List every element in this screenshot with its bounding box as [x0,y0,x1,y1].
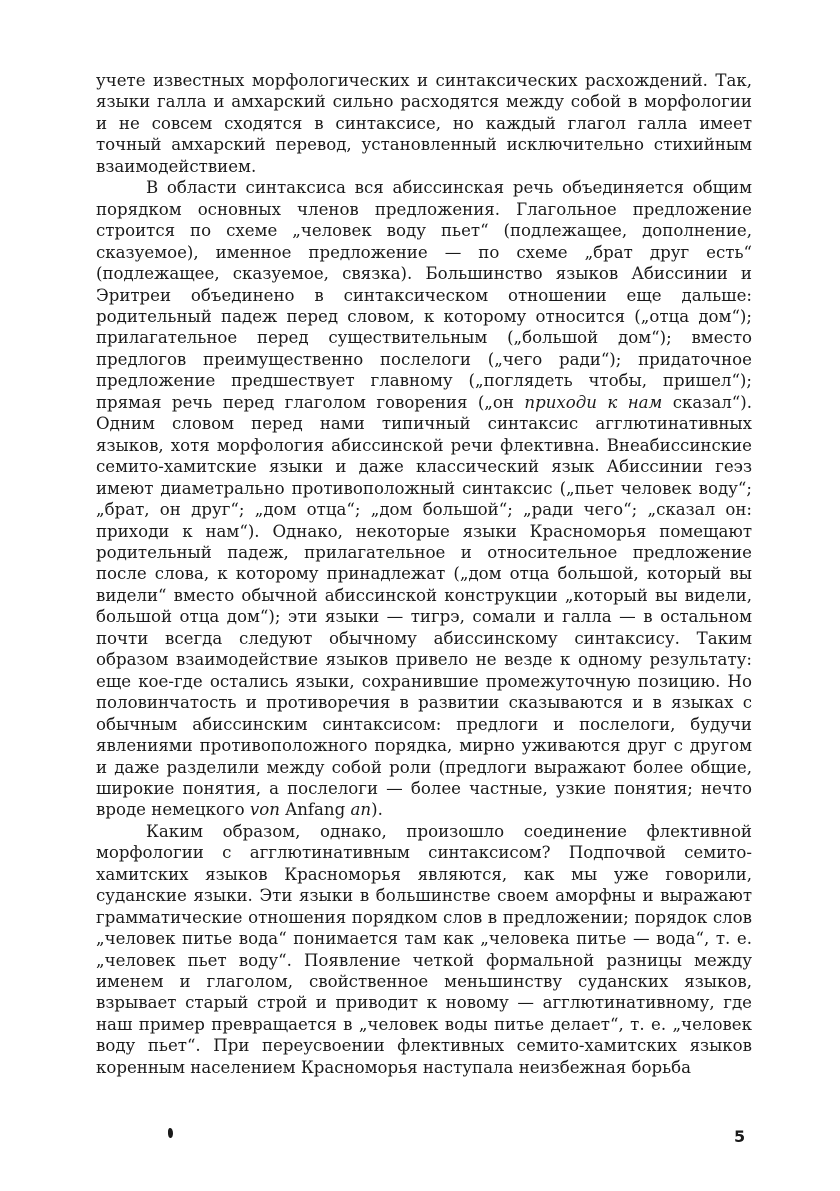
paragraph-2-text-a: В области синтаксиса вся абиссинская речь объединяется общим порядком основных членов предложения. Глагольное предложение строится по схеме „человек воду пьет“ (подлежащее, дополнение, сказуемое), именное предложение — по схеме „брат друг есть“ (подлежащее, сказуемое, связка). Большинство языков Абиссинии и Эритреи объединено в синтаксическом отношении еще дальше: родительный падеж перед словом, к которому относится („отца дом“); прилагательное перед существительным („большой дом“); вместо предлогов преимущественно послелоги („чего ради“); придаточное предложение предшествует главному („поглядеть чтобы, пришел“); прямая речь перед глаголом говорения („он [96,178,752,412]
page-body [96,70,752,1078]
paragraph-2-text-d: ). [371,800,383,820]
ink-blot-mark [168,1128,173,1138]
paragraph-2-italic-b: von [249,800,280,820]
paragraph-3-text: Каким образом, однако, произошло соединение флективной морфологии с агглютинативным синтаксисом? Подпочвой семито-хамитских языков Красноморья являются, как мы уже говорили, суданские языки. Эти языки в большинстве своем аморфны и выражают грамматические отношения порядком слов в предложении; порядок слов „человек питье вода“ понимается там как „человека питье — вода“, т. е. „человек пьет воду“. Появление четкой формальной разницы между именем и глаголом, свойственное меньшинству суданских языков, взрывает старый строй и приводит к новому — агглютинативному, где наш пример превращается в „человек воды питье делает“, т. е. „человек воду пьет“. При переусвоении флективных семито-хамитских языков коренным населением Красноморья наступала неизбежная борьба [96,821,752,1077]
paragraph-2-italic-c: an [350,800,372,820]
page-number: 5 [734,1127,746,1146]
paragraph-2-italic-a: приходи к нам [524,392,663,412]
paragraph-1-text: учете известных морфологических и синтаксических расхождений. Так, языки галла и амхарский сильно расходятся между собой в морфологии и не совсем сходятся в синтаксисе, но каждый глагол галла имеет точный амхарский перевод, установленный исключительно стихийным взаимодействием. [96,71,752,176]
paragraph-2-text-b: сказал“). Одним словом перед нами типичный синтаксис агглютинативных языков, хотя морфология абиссинской речи флективна. Внеабиссинские семито-хамитские языки и даже классический язык Абиссинии геэз имеют диаметрально противоположный синтаксис („пьет человек воду“; „брат, он друг“; „дом отца“; „дом большой“; „ради чего“; „сказал он: приходи к нам“). Однако, некоторые языки Красноморья помещают родительный падеж, прилагательное и относительное предложение после слова, к которому принадлежат („дом отца большой, который вы видели“ вместо обычной абиссинской конструкции „который вы видели, большой отца дом“); эти языки — тигрэ, сомали и галла — в остальном почти всегда следуют обычному абиссинскому синтаксису. Таким образом взаимодействие языков привело не везде к одному результату: еще кое-где остались языки, сохранившие промежуточную позицию. Но половинчатость и противоречия в развитии сказываются и в языках с обычным абиссинским синтаксисом: предлоги и послелоги, будучи явлениями противоположного порядка, мирно уживаются друг с другом и даже разделили между собой роли (предлоги выражают более общие, широкие понятия, а послелоги — более частные, узкие понятия; нечто вроде немецкого [96,392,752,820]
paragraph-3 [96,821,752,1078]
paragraph-2-text-c: Anfang [279,800,351,820]
paragraph-2 [96,177,752,821]
paragraph-1 [96,70,752,177]
